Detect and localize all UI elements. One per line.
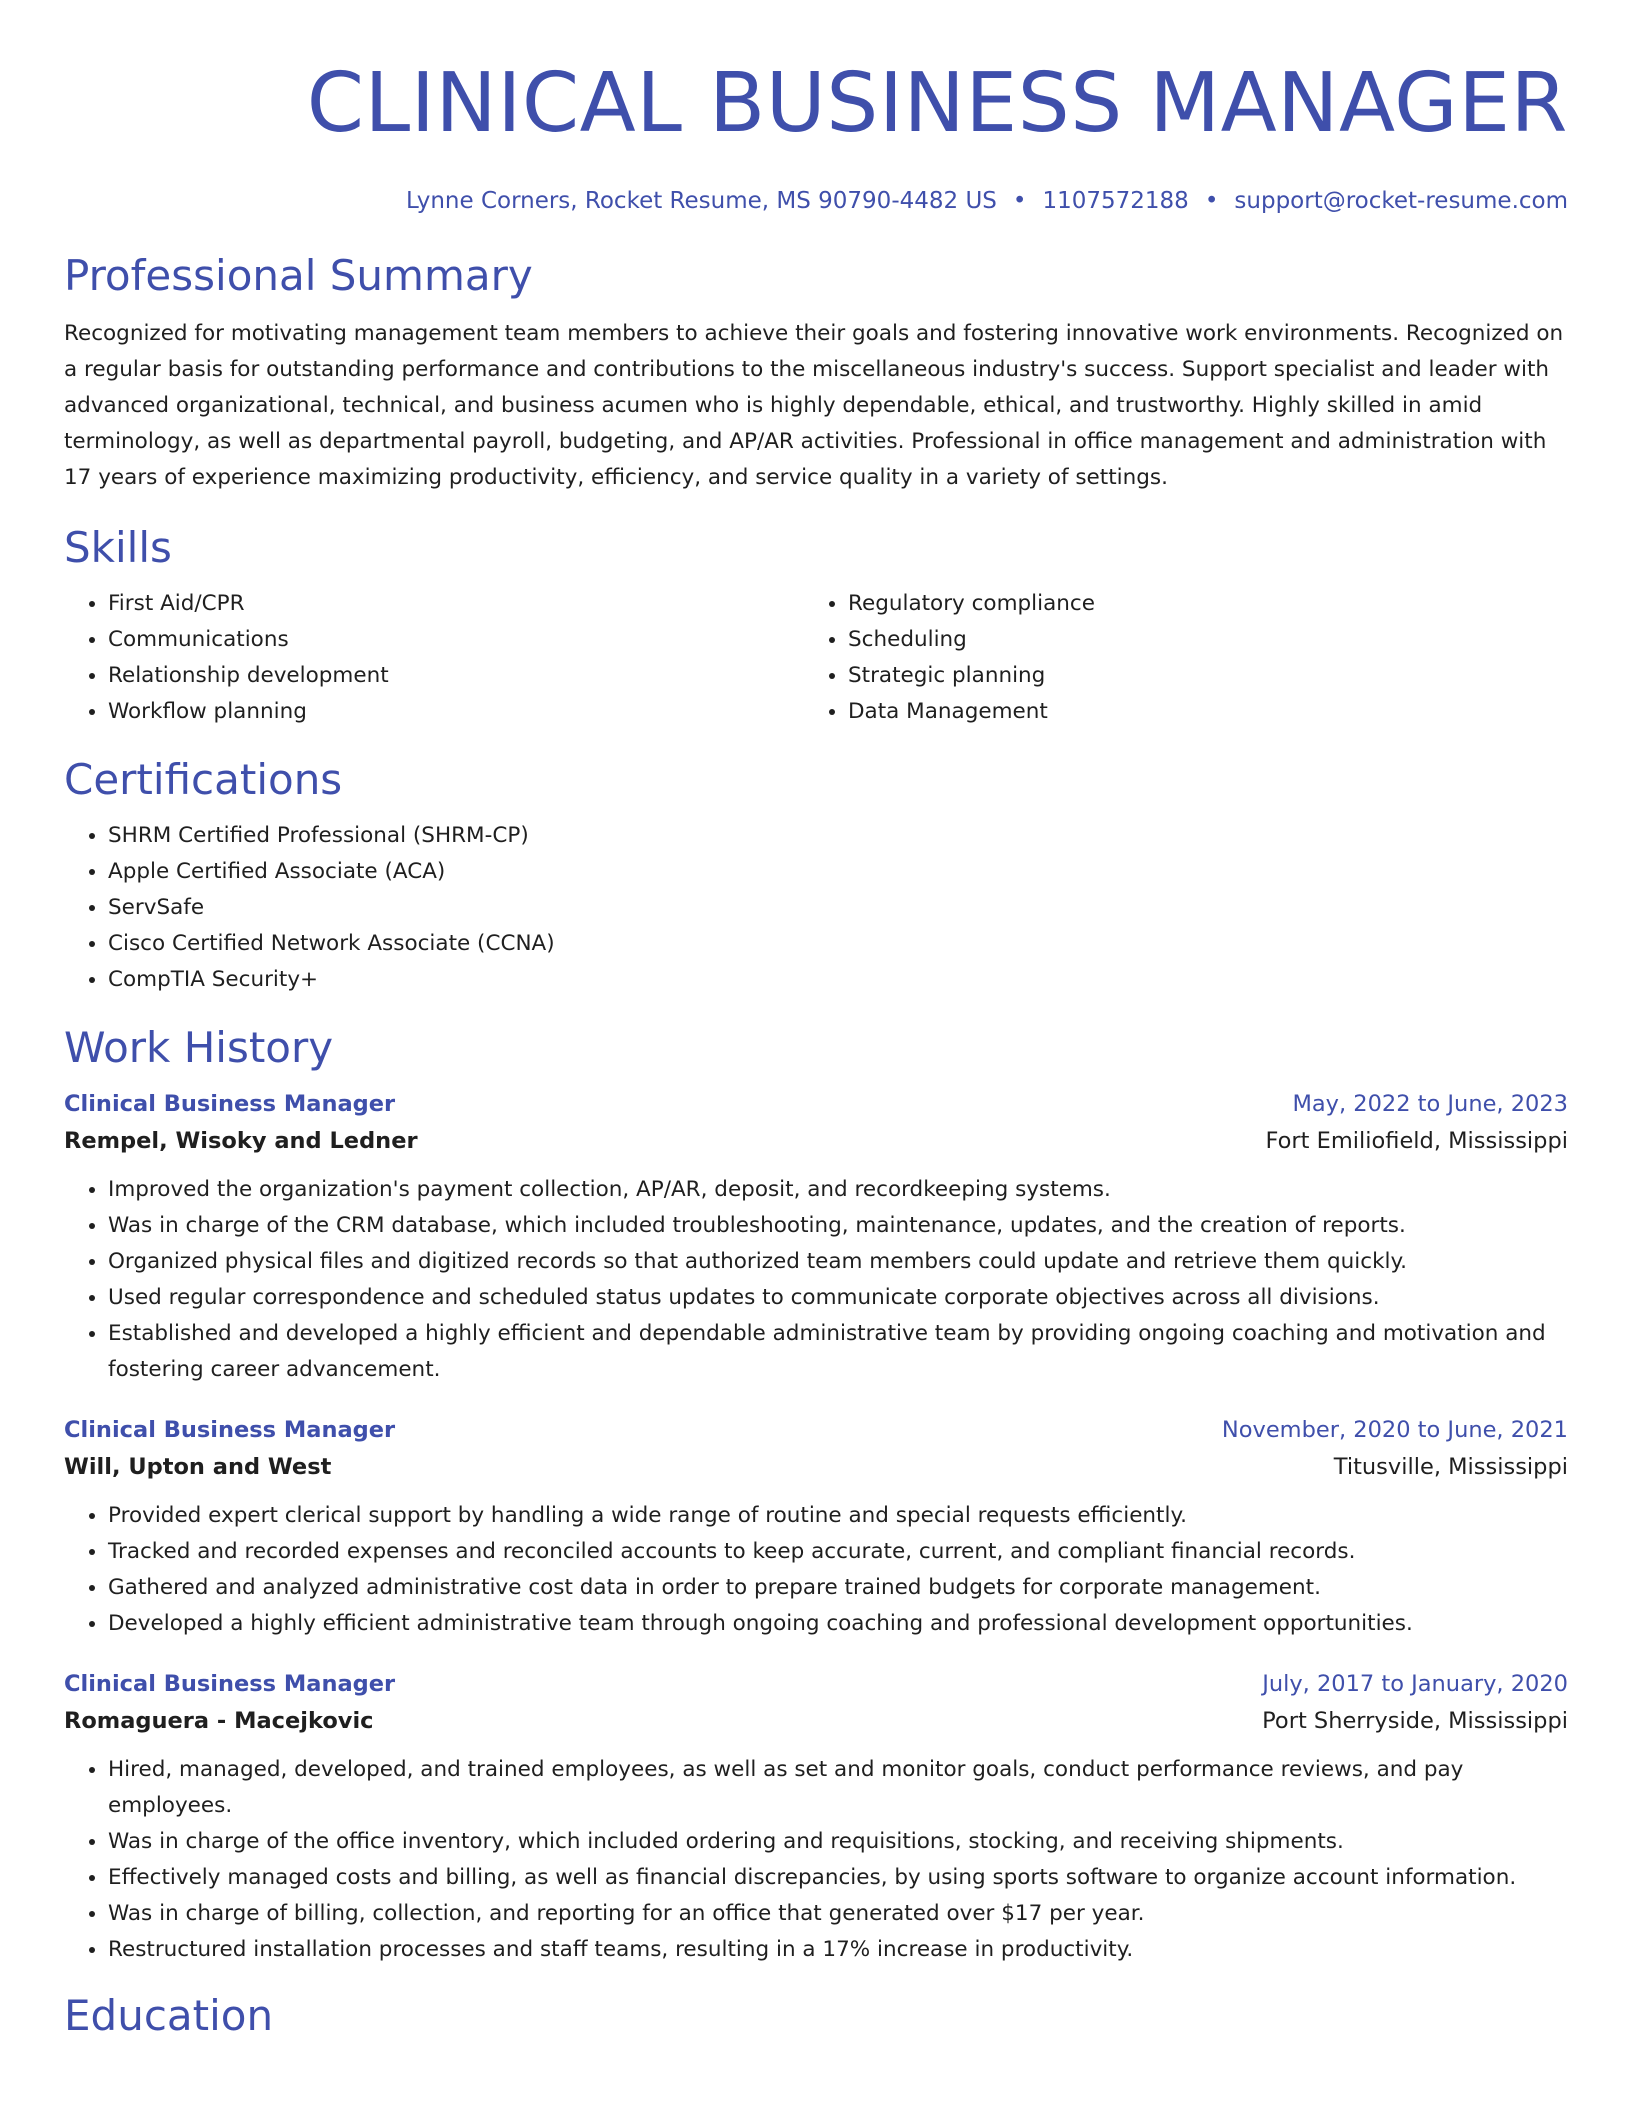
section-title-skills: Skills bbox=[64, 523, 172, 572]
contact-separator: • bbox=[1012, 188, 1027, 214]
section-title-education: Education bbox=[64, 1991, 274, 2040]
job-bullets bbox=[64, 1498, 1568, 1642]
contact-email: support@rocket-resume.com bbox=[1234, 188, 1568, 214]
job-dates: July, 2017 to January, 2020 bbox=[1262, 1671, 1568, 1697]
skill-item: • Strategic planning bbox=[848, 658, 1544, 694]
job-location: Titusville, Mississippi bbox=[1333, 1454, 1568, 1480]
job-entry bbox=[64, 1412, 1568, 1642]
job-location: Port Sherryside, Mississippi bbox=[1262, 1708, 1568, 1734]
job-bullet: • Established and developed a highly efficient and dependable administrative team by providing ongoing coaching and motivation and fostering career advancement. bbox=[108, 1316, 1568, 1388]
certification-item: • CompTIA Security+ bbox=[108, 962, 1568, 998]
section-title-certifications: Certifications bbox=[64, 755, 343, 804]
certification-item: • Cisco Certified Network Associate (CCNA) bbox=[108, 926, 1568, 962]
job-company: Romaguera - Macejkovic bbox=[64, 1708, 374, 1734]
skills-section bbox=[64, 522, 1568, 730]
job-company-row bbox=[64, 1448, 1568, 1486]
summary-text: Recognized for motivating management team members to achieve their goals and fostering innovative work environments. Recognized on a regular basis for outstanding performance and contributions to the miscellaneous industry's success. Support specialist and leader with advanced organizational, technical, and business acumen who is highly dependable, ethical, and trustworthy. Highly skilled in amid terminology, as well as departmental payroll, budgeting, and AP/AR activities. Professional in office management and administration with 17 years of experience maximizing productivity, efficiency, and service quality in a variety of settings. bbox=[64, 321, 1564, 490]
work-history-section bbox=[64, 1022, 1568, 1968]
skill-item: • Data Management bbox=[848, 694, 1544, 730]
job-title: Clinical Business Manager bbox=[64, 1671, 396, 1697]
job-bullet: • Gathered and analyzed administrative cost data in order to prepare trained budgets for corporate management. bbox=[108, 1570, 1568, 1606]
skill-item: • Scheduling bbox=[848, 622, 1544, 658]
job-entry bbox=[64, 1086, 1568, 1388]
skill-item: • Regulatory compliance bbox=[848, 586, 1544, 622]
contact-phone: 1107572188 bbox=[1042, 188, 1189, 214]
skill-item: • Communications bbox=[108, 622, 804, 658]
job-location: Fort Emiliofield, Mississippi bbox=[1265, 1128, 1568, 1154]
job-bullet: • Used regular correspondence and scheduled status updates to communicate corporate objectives across all divisions. bbox=[108, 1280, 1568, 1316]
resume-name: CLINICAL BUSINESS MANAGER bbox=[306, 56, 1568, 151]
skill-item: • First Aid/CPR bbox=[108, 586, 804, 622]
section-title-summary: Professional Summary bbox=[64, 251, 533, 300]
job-bullet: • Was in charge of the office inventory, which included ordering and requisitions, stocking, and receiving shipments. bbox=[108, 1824, 1568, 1860]
job-bullet: • Was in charge of billing, collection, and reporting for an office that generated over $17 per year. bbox=[108, 1896, 1568, 1932]
job-dates: May, 2022 to June, 2023 bbox=[1292, 1091, 1568, 1117]
contact-address: Lynne Corners, Rocket Resume, MS 90790-4482 US bbox=[406, 188, 997, 214]
job-bullet: • Hired, managed, developed, and trained employees, as well as set and monitor goals, conduct performance reviews, and pay employees. bbox=[108, 1752, 1568, 1824]
skills-grid bbox=[64, 586, 1568, 730]
job-title: Clinical Business Manager bbox=[64, 1091, 396, 1117]
resume-header bbox=[64, 0, 1568, 217]
job-bullets bbox=[64, 1172, 1568, 1388]
job-bullet: • Restructured installation processes and staff teams, resulting in a 17% increase in productivity. bbox=[108, 1932, 1568, 1968]
job-bullet: • Was in charge of the CRM database, which included troubleshooting, maintenance, updates, and the creation of reports. bbox=[108, 1208, 1568, 1244]
certification-item: • Apple Certified Associate (ACA) bbox=[108, 854, 1568, 890]
skills-list-left bbox=[64, 586, 804, 730]
job-bullet: • Developed a highly efficient administrative team through ongoing coaching and professional development opportunities. bbox=[108, 1606, 1568, 1642]
certification-item: • SHRM Certified Professional (SHRM-CP) bbox=[108, 818, 1568, 854]
summary-section bbox=[64, 250, 1568, 496]
education-section bbox=[64, 1990, 1568, 2042]
job-company: Rempel, Wisoky and Ledner bbox=[64, 1128, 418, 1154]
section-title-work-history: Work History bbox=[64, 1023, 334, 1072]
job-header-row bbox=[64, 1086, 1568, 1122]
certifications-section bbox=[64, 754, 1568, 998]
job-company-row bbox=[64, 1702, 1568, 1740]
job-company-row bbox=[64, 1122, 1568, 1160]
job-header-row bbox=[64, 1412, 1568, 1448]
job-bullet: • Tracked and recorded expenses and reconciled accounts to keep accurate, current, and compliant financial records. bbox=[108, 1534, 1568, 1570]
job-bullet: • Organized physical files and digitized records so that authorized team members could update and retrieve them quickly. bbox=[108, 1244, 1568, 1280]
skill-item: • Relationship development bbox=[108, 658, 804, 694]
contact-separator: • bbox=[1204, 188, 1219, 214]
certification-item: • ServSafe bbox=[108, 890, 1568, 926]
skill-item: • Workflow planning bbox=[108, 694, 804, 730]
job-bullets bbox=[64, 1752, 1568, 1968]
skills-column-left bbox=[64, 586, 804, 730]
job-header-row bbox=[64, 1666, 1568, 1702]
job-bullet: • Improved the organization's payment collection, AP/AR, deposit, and recordkeeping systems. bbox=[108, 1172, 1568, 1208]
job-dates: November, 2020 to June, 2021 bbox=[1221, 1417, 1568, 1443]
skills-column-right bbox=[804, 586, 1544, 730]
contact-line bbox=[64, 185, 1568, 217]
certifications-list bbox=[64, 818, 1568, 998]
job-title: Clinical Business Manager bbox=[64, 1417, 396, 1443]
job-bullet: • Effectively managed costs and billing, as well as financial discrepancies, by using sports software to organize account information. bbox=[108, 1860, 1568, 1896]
job-company: Will, Upton and West bbox=[64, 1454, 332, 1480]
job-bullet: • Provided expert clerical support by handling a wide range of routine and special requests efficiently. bbox=[108, 1498, 1568, 1534]
job-entry bbox=[64, 1666, 1568, 1968]
skills-list-right bbox=[804, 586, 1544, 730]
